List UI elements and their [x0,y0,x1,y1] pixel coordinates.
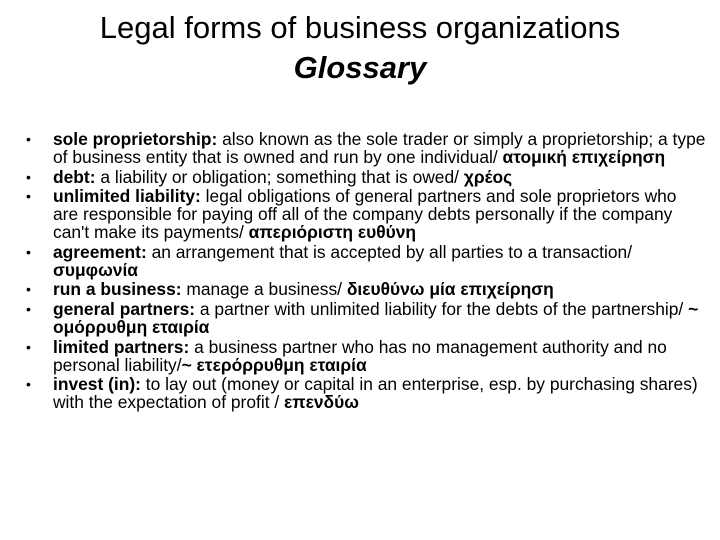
glossary-greek-translation: ατομική επιχείρηση [502,146,666,167]
bullet-icon: • [26,188,31,205]
bullet-icon: • [26,131,31,147]
bullet-icon: • [26,376,31,393]
glossary-definition: a business partner who has no management authority and no personal liability/ [53,336,667,375]
glossary-item [26,131,706,167]
bullet-icon: • [26,243,31,260]
glossary-term: general partners: [53,299,196,320]
glossary-greek-translation: ~ ομόρρυθμη εταιρία [53,299,699,337]
glossary-term: invest (in): [53,374,141,395]
glossary-definition: to lay out (money or capital in an enterprise, esp. by purchasing shares) with the expectation of profit / [53,374,698,413]
glossary-definition: a partner with unlimited liability for the debts of the partnership/ [195,299,689,320]
glossary-item [26,336,706,375]
bullet-icon: • [26,338,31,355]
glossary-item [26,166,706,187]
glossary-definition: legal obligations of general partners and sole proprietors who are responsible for paying off all of the company debts personally if the company can't make its payments/ [53,186,677,242]
glossary-term: unlimited liability: [53,186,201,207]
glossary-greek-translation: επενδύω [284,392,359,413]
glossary-term: limited partners: [53,336,190,357]
glossary-term: run a business: [53,279,182,300]
glossary-greek-translation: συμφωνία [53,259,138,280]
glossary-definition: a liability or obligation; something that is owed/ [95,166,464,187]
glossary-term: debt: [53,166,96,187]
glossary-term: agreement: [53,241,147,262]
glossary-item [26,301,706,337]
glossary-item [26,281,706,299]
bullet-icon: • [26,301,31,318]
bullet-icon: • [26,281,31,298]
glossary-greek-translation: χρέος [463,166,513,187]
glossary-definition: an arrangement that is accepted by all parties to a transaction/ [146,241,633,262]
glossary-item [26,188,706,241]
glossary-item [26,376,706,412]
glossary-definition: manage a business/ [181,279,347,300]
glossary-greek-translation: απεριόριστη ευθύνη [248,221,417,242]
glossary-term: sole proprietorship: [53,129,218,149]
glossary-item [26,241,706,280]
bullet-icon: • [26,168,31,185]
glossary-greek-translation: ~ ετερόρρυθμη εταιρία [181,354,367,375]
glossary-greek-translation: διευθύνω μία επιχείρηση [346,279,554,300]
slide-title [0,8,720,88]
title-glossary: Glossary [293,50,427,85]
glossary-definition: also known as the sole trader or simply a proprietorship; a type of business entity that is owned and run by one individual/ [53,129,706,167]
title-main: Legal forms of business organizations [99,10,621,45]
glossary-list [26,131,706,414]
